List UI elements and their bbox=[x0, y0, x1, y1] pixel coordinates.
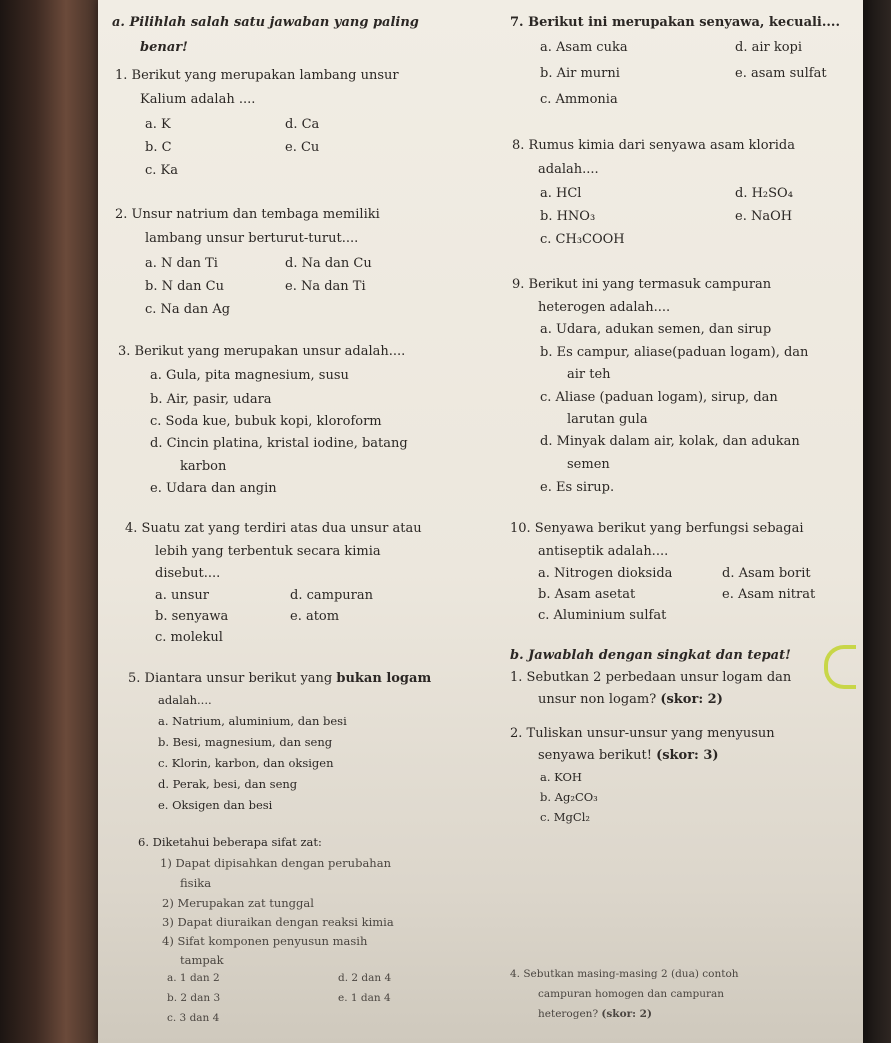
q3-option-d-cont: karbon bbox=[180, 459, 227, 474]
essay-4-stem-text: heterogen? bbox=[538, 1008, 602, 1020]
q9-option-e: e. Es sirup. bbox=[540, 480, 615, 495]
section-a-heading: a. Pilihlah salah satu jawaban yang paling bbox=[112, 15, 419, 30]
q4-option-d: d. campuran bbox=[290, 588, 373, 603]
q7-stem: 7. Berikut ini merupakan senyawa, kecuali.... bbox=[510, 15, 840, 30]
highlighter-mark bbox=[824, 645, 856, 689]
q7-option-a: a. Asam cuka bbox=[540, 40, 628, 55]
q8-option-c: c. CH₃COOH bbox=[540, 232, 625, 247]
q4-option-e: e. atom bbox=[290, 609, 340, 624]
q9-option-c: c. Aliase (paduan logam), sirup, dan bbox=[540, 390, 778, 405]
q9-option-b-cont: air teh bbox=[567, 367, 611, 382]
q2-stem: 2. Unsur natrium dan tembaga memiliki bbox=[115, 207, 380, 222]
q6-item-4-cont: tampak bbox=[180, 953, 224, 967]
essay-4-stem-cont2 bbox=[538, 1006, 652, 1022]
q9-option-d: d. Minyak dalam air, kolak, dan adukan bbox=[540, 434, 800, 449]
essay-2-item-a: a. KOH bbox=[540, 770, 582, 784]
q3-option-b: b. Air, pasir, udara bbox=[150, 392, 272, 407]
q9-option-c-cont: larutan gula bbox=[567, 412, 648, 427]
q4-stem: 4. Suatu zat yang terdiri atas dua unsur atau bbox=[125, 521, 422, 536]
q2-option-b: b. N dan Cu bbox=[145, 279, 224, 294]
q8-option-d: d. H₂SO₄ bbox=[735, 186, 793, 201]
q6-option-e: e. 1 dan 4 bbox=[338, 992, 391, 1004]
q7-option-b: b. Air murni bbox=[540, 66, 620, 81]
q10-option-e: e. Asam nitrat bbox=[722, 587, 816, 602]
essay-1-score: (skor: 2) bbox=[660, 692, 723, 707]
q2-option-a: a. N dan Ti bbox=[145, 256, 218, 271]
essay-2-item-c: c. MgCl₂ bbox=[540, 810, 590, 824]
q4-stem-cont: lebih yang terbentuk secara kimia bbox=[155, 544, 381, 559]
q1-option-a: a. K bbox=[145, 117, 171, 132]
essay-1-stem-text: unsur non logam? bbox=[538, 692, 661, 707]
q2-option-c: c. Na dan Ag bbox=[145, 302, 231, 317]
q7-option-c: c. Ammonia bbox=[540, 92, 618, 107]
q6-option-a: a. 1 dan 2 bbox=[167, 972, 220, 984]
q3-option-e: e. Udara dan angin bbox=[150, 481, 277, 496]
q3-option-c: c. Soda kue, bubuk kopi, kloroform bbox=[150, 414, 382, 429]
q4-option-a: a. unsur bbox=[155, 588, 210, 603]
q3-option-d: d. Cincin platina, kristal iodine, batang bbox=[150, 436, 408, 451]
q6-stem: 6. Diketahui beberapa sifat zat: bbox=[138, 835, 322, 849]
q6-item-1-cont: fisika bbox=[180, 876, 212, 890]
q8-option-e: e. NaOH bbox=[735, 209, 793, 224]
q5-option-c: c. Klorin, karbon, dan oksigen bbox=[158, 756, 334, 770]
q1-option-c: c. Ka bbox=[145, 163, 179, 178]
q4-option-b: b. senyawa bbox=[155, 609, 229, 624]
q9-stem-cont: heterogen adalah.... bbox=[538, 300, 671, 315]
q8-stem-cont: adalah.... bbox=[538, 162, 599, 177]
essay-4-stem-cont: campuran homogen dan campuran bbox=[538, 988, 725, 1000]
q4-stem-cont2: disebut.... bbox=[155, 566, 221, 581]
q5-stem-emphasis: bukan logam bbox=[336, 671, 432, 686]
q7-option-e: e. asam sulfat bbox=[735, 66, 827, 81]
q4-option-c: c. molekul bbox=[155, 630, 223, 645]
q10-option-a: a. Nitrogen dioksida bbox=[538, 566, 673, 581]
q6-item-3: 3) Dapat diuraikan dengan reaksi kimia bbox=[162, 915, 394, 929]
q10-option-c: c. Aluminium sulfat bbox=[538, 608, 667, 623]
q5-option-b: b. Besi, magnesium, dan seng bbox=[158, 735, 333, 749]
q5-option-d: d. Perak, besi, dan seng bbox=[158, 777, 298, 791]
essay-2-stem: 2. Tuliskan unsur-unsur yang menyusun bbox=[510, 726, 775, 741]
section-b-heading: b. Jawablah dengan singkat dan tepat! bbox=[510, 648, 791, 663]
q10-option-b: b. Asam asetat bbox=[538, 587, 636, 602]
q8-option-a: a. HCl bbox=[540, 186, 582, 201]
q1-stem-cont: Kalium adalah .... bbox=[140, 92, 256, 107]
q6-item-2: 2) Merupakan zat tunggal bbox=[162, 896, 314, 910]
q9-option-b: b. Es campur, aliase(paduan logam), dan bbox=[540, 345, 809, 360]
q6-item-4: 4) Sifat komponen penyusun masih bbox=[162, 934, 368, 948]
essay-2-item-b: b. Ag₂CO₃ bbox=[540, 790, 598, 804]
q10-stem-cont: antiseptik adalah.... bbox=[538, 544, 669, 559]
essay-4-stem: 4. Sebutkan masing-masing 2 (dua) contoh bbox=[510, 968, 739, 980]
q2-stem-cont: lambang unsur berturut-turut.... bbox=[145, 231, 359, 246]
q8-option-b: b. HNO₃ bbox=[540, 209, 596, 224]
essay-1-stem: 1. Sebutkan 2 perbedaan unsur logam dan bbox=[510, 670, 792, 685]
q9-option-d-cont: semen bbox=[567, 457, 610, 472]
q9-option-a: a. Udara, adukan semen, dan sirup bbox=[540, 322, 772, 337]
q1-option-b: b. C bbox=[145, 140, 172, 155]
q2-option-d: d. Na dan Cu bbox=[285, 256, 372, 271]
q8-stem: 8. Rumus kimia dari senyawa asam klorida bbox=[512, 138, 795, 153]
q2-option-e: e. Na dan Ti bbox=[285, 279, 366, 294]
q9-stem: 9. Berikut ini yang termasuk campuran bbox=[512, 277, 772, 292]
q6-option-b: b. 2 dan 3 bbox=[167, 992, 221, 1004]
q1-option-e: e. Cu bbox=[285, 140, 320, 155]
q6-option-d: d. 2 dan 4 bbox=[338, 972, 392, 984]
essay-2-stem-text: senyawa berikut! bbox=[538, 748, 657, 763]
q10-stem: 10. Senyawa berikut yang berfungsi sebagai bbox=[510, 521, 804, 536]
q1-stem: 1. Berikut yang merupakan lambang unsur bbox=[115, 68, 399, 83]
q3-option-a: a. Gula, pita magnesium, susu bbox=[150, 368, 349, 383]
q5-option-e: e. Oksigen dan besi bbox=[158, 798, 273, 812]
q6-item-1: 1) Dapat dipisahkan dengan perubahan bbox=[160, 856, 391, 870]
essay-1-stem-cont bbox=[538, 692, 723, 708]
q1-option-d: d. Ca bbox=[285, 117, 320, 132]
q5-option-a: a. Natrium, aluminium, dan besi bbox=[158, 714, 347, 728]
essay-2-score: (skor: 3) bbox=[656, 748, 719, 763]
q5-stem bbox=[128, 671, 431, 687]
q3-stem: 3. Berikut yang merupakan unsur adalah.... bbox=[118, 344, 406, 359]
essay-2-stem-cont bbox=[538, 748, 719, 764]
q10-option-d: d. Asam borit bbox=[722, 566, 811, 581]
q7-option-d: d. air kopi bbox=[735, 40, 803, 55]
q5-stem-text: 5. Diantara unsur berikut yang bbox=[128, 671, 337, 686]
q6-option-c: c. 3 dan 4 bbox=[167, 1012, 220, 1024]
q5-stem-cont: adalah.... bbox=[158, 693, 212, 707]
essay-4-score: (skor: 2) bbox=[601, 1008, 652, 1020]
section-a-heading-cont: benar! bbox=[140, 40, 188, 55]
